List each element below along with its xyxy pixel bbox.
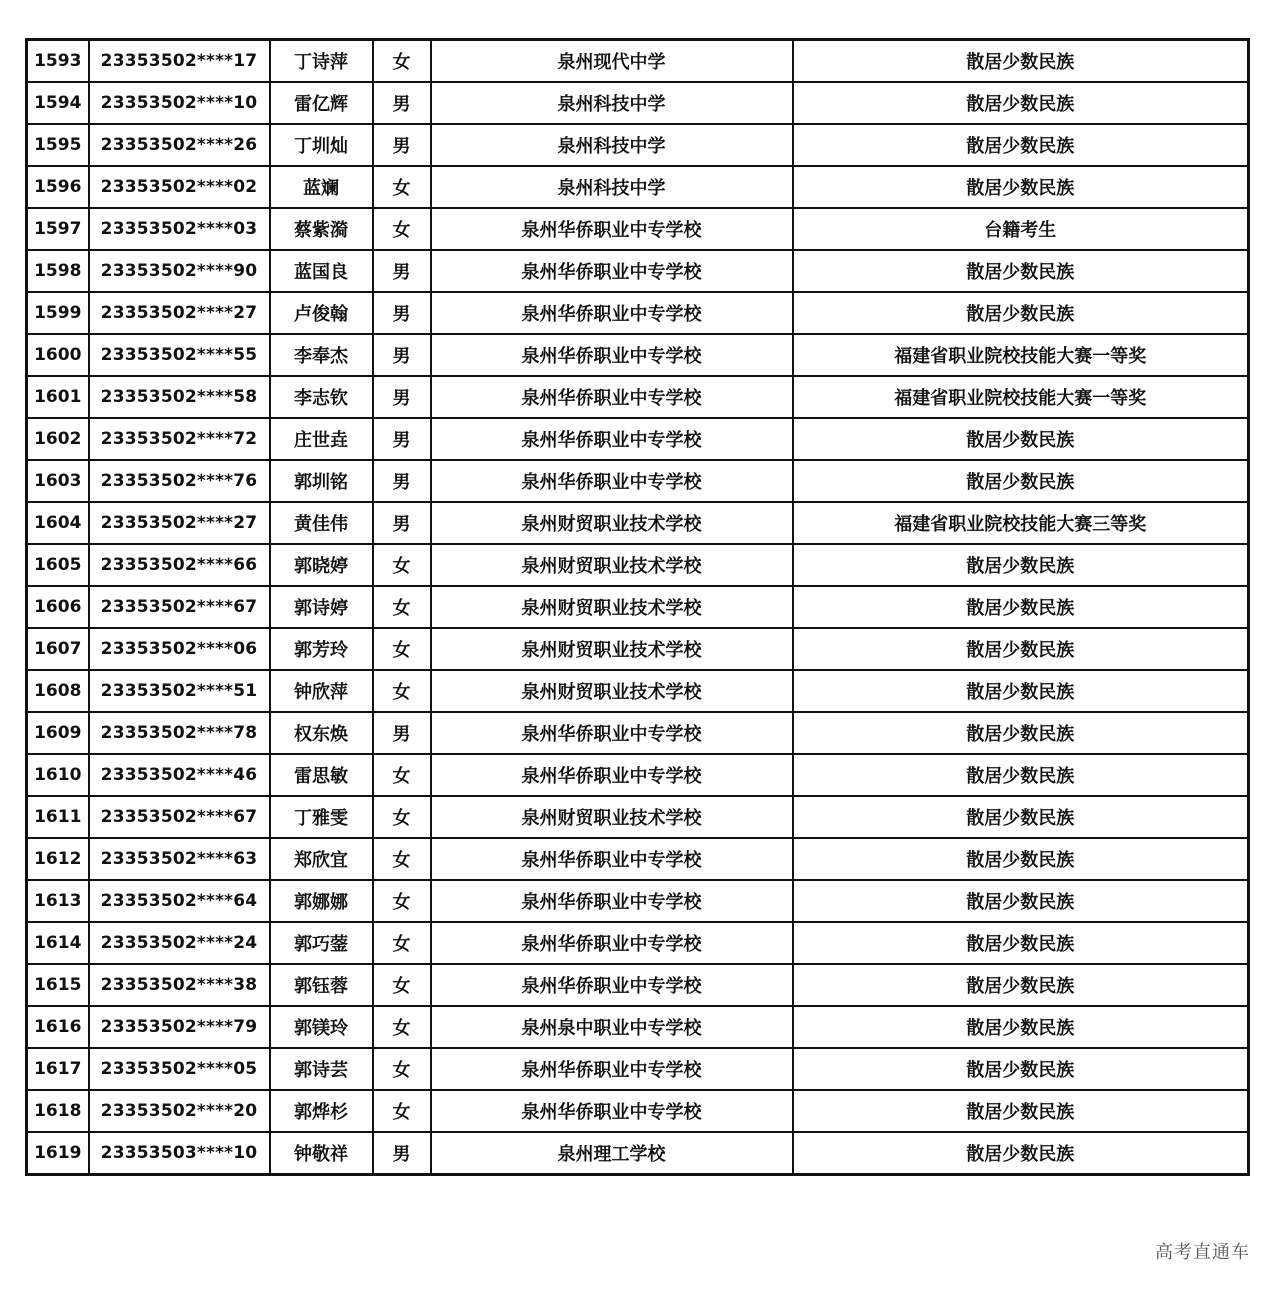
cell-category: 散居少数民族	[793, 670, 1249, 712]
cell-gender: 女	[373, 838, 431, 880]
cell-school: 泉州华侨职业中专学校	[431, 418, 793, 460]
cell-student-name: 郑欣宜	[270, 838, 373, 880]
cell-school: 泉州华侨职业中专学校	[431, 712, 793, 754]
cell-gender: 男	[373, 1132, 431, 1175]
cell-student-name: 郭晓婷	[270, 544, 373, 586]
cell-gender: 男	[373, 334, 431, 376]
table-row	[27, 82, 1249, 124]
cell-serial-number: 1608	[27, 670, 89, 712]
cell-school: 泉州华侨职业中专学校	[431, 376, 793, 418]
cell-gender: 男	[373, 292, 431, 334]
cell-school: 泉州科技中学	[431, 82, 793, 124]
cell-student-name: 丁雅雯	[270, 796, 373, 838]
watermark-text: 高考直通车	[1155, 1242, 1250, 1263]
cell-student-name: 黄佳伟	[270, 502, 373, 544]
table-row	[27, 1048, 1249, 1090]
cell-gender: 女	[373, 544, 431, 586]
cell-exam-id: 23353502****67	[89, 796, 270, 838]
table-row	[27, 544, 1249, 586]
cell-exam-id: 23353502****67	[89, 586, 270, 628]
cell-category: 福建省职业院校技能大赛一等奖	[793, 334, 1249, 376]
cell-gender: 女	[373, 1090, 431, 1132]
cell-serial-number: 1604	[27, 502, 89, 544]
cell-category: 散居少数民族	[793, 1090, 1249, 1132]
cell-student-name: 钟敬祥	[270, 1132, 373, 1175]
cell-school: 泉州华侨职业中专学校	[431, 292, 793, 334]
cell-student-name: 丁诗萍	[270, 40, 373, 83]
cell-school: 泉州财贸职业技术学校	[431, 586, 793, 628]
cell-serial-number: 1596	[27, 166, 89, 208]
cell-category: 散居少数民族	[793, 40, 1249, 83]
cell-category: 散居少数民族	[793, 880, 1249, 922]
cell-serial-number: 1615	[27, 964, 89, 1006]
cell-serial-number: 1595	[27, 124, 89, 166]
cell-student-name: 李奉杰	[270, 334, 373, 376]
cell-student-name: 郭诗芸	[270, 1048, 373, 1090]
cell-school: 泉州华侨职业中专学校	[431, 250, 793, 292]
table-row	[27, 460, 1249, 502]
table-row	[27, 964, 1249, 1006]
table-row	[27, 586, 1249, 628]
table-row	[27, 1006, 1249, 1048]
table-row	[27, 838, 1249, 880]
cell-category: 散居少数民族	[793, 754, 1249, 796]
cell-exam-id: 23353502****79	[89, 1006, 270, 1048]
table-row	[27, 880, 1249, 922]
cell-gender: 女	[373, 40, 431, 83]
cell-serial-number: 1612	[27, 838, 89, 880]
cell-student-name: 郭镁玲	[270, 1006, 373, 1048]
cell-school: 泉州泉中职业中专学校	[431, 1006, 793, 1048]
cell-school: 泉州华侨职业中专学校	[431, 460, 793, 502]
cell-category: 散居少数民族	[793, 166, 1249, 208]
cell-gender: 男	[373, 418, 431, 460]
cell-category: 散居少数民族	[793, 964, 1249, 1006]
cell-school: 泉州科技中学	[431, 166, 793, 208]
cell-student-name: 郭钰蓉	[270, 964, 373, 1006]
cell-category: 散居少数民族	[793, 82, 1249, 124]
roster-table-body	[27, 40, 1249, 1175]
table-row	[27, 502, 1249, 544]
cell-student-name: 权东焕	[270, 712, 373, 754]
cell-exam-id: 23353502****58	[89, 376, 270, 418]
cell-category: 散居少数民族	[793, 628, 1249, 670]
cell-student-name: 卢俊翰	[270, 292, 373, 334]
cell-gender: 女	[373, 964, 431, 1006]
cell-student-name: 郭芳玲	[270, 628, 373, 670]
cell-exam-id: 23353502****64	[89, 880, 270, 922]
cell-school: 泉州华侨职业中专学校	[431, 208, 793, 250]
cell-gender: 女	[373, 754, 431, 796]
cell-school: 泉州财贸职业技术学校	[431, 670, 793, 712]
table-row	[27, 628, 1249, 670]
cell-category: 散居少数民族	[793, 418, 1249, 460]
cell-student-name: 庄世垚	[270, 418, 373, 460]
cell-gender: 女	[373, 628, 431, 670]
table-row	[27, 796, 1249, 838]
cell-exam-id: 23353502****02	[89, 166, 270, 208]
cell-category: 散居少数民族	[793, 712, 1249, 754]
cell-gender: 男	[373, 376, 431, 418]
cell-serial-number: 1614	[27, 922, 89, 964]
cell-school: 泉州现代中学	[431, 40, 793, 83]
cell-serial-number: 1602	[27, 418, 89, 460]
table-row	[27, 418, 1249, 460]
table-row	[27, 922, 1249, 964]
cell-serial-number: 1601	[27, 376, 89, 418]
cell-category: 福建省职业院校技能大赛一等奖	[793, 376, 1249, 418]
cell-exam-id: 23353502****63	[89, 838, 270, 880]
cell-school: 泉州科技中学	[431, 124, 793, 166]
cell-category: 散居少数民族	[793, 250, 1249, 292]
cell-gender: 女	[373, 796, 431, 838]
cell-exam-id: 23353502****26	[89, 124, 270, 166]
cell-exam-id: 23353502****10	[89, 82, 270, 124]
cell-gender: 女	[373, 166, 431, 208]
table-row	[27, 166, 1249, 208]
cell-gender: 男	[373, 82, 431, 124]
cell-student-name: 蔡紫漪	[270, 208, 373, 250]
cell-exam-id: 23353502****06	[89, 628, 270, 670]
table-row	[27, 670, 1249, 712]
cell-student-name: 雷亿辉	[270, 82, 373, 124]
cell-gender: 女	[373, 922, 431, 964]
cell-student-name: 钟欣萍	[270, 670, 373, 712]
cell-serial-number: 1597	[27, 208, 89, 250]
table-row	[27, 40, 1249, 83]
cell-school: 泉州财贸职业技术学校	[431, 796, 793, 838]
table-row	[27, 754, 1249, 796]
table-row	[27, 1132, 1249, 1175]
cell-gender: 女	[373, 586, 431, 628]
cell-student-name: 郭烨杉	[270, 1090, 373, 1132]
table-row	[27, 250, 1249, 292]
cell-category: 散居少数民族	[793, 292, 1249, 334]
cell-gender: 男	[373, 124, 431, 166]
cell-gender: 女	[373, 208, 431, 250]
cell-exam-id: 23353502****51	[89, 670, 270, 712]
cell-serial-number: 1616	[27, 1006, 89, 1048]
cell-gender: 男	[373, 502, 431, 544]
cell-exam-id: 23353502****20	[89, 1090, 270, 1132]
cell-exam-id: 23353503****10	[89, 1132, 270, 1175]
cell-serial-number: 1618	[27, 1090, 89, 1132]
table-row	[27, 376, 1249, 418]
cell-category: 福建省职业院校技能大赛三等奖	[793, 502, 1249, 544]
cell-exam-id: 23353502****46	[89, 754, 270, 796]
cell-exam-id: 23353502****76	[89, 460, 270, 502]
cell-student-name: 郭娜娜	[270, 880, 373, 922]
cell-gender: 女	[373, 880, 431, 922]
cell-category: 散居少数民族	[793, 1006, 1249, 1048]
cell-school: 泉州华侨职业中专学校	[431, 1048, 793, 1090]
cell-category: 散居少数民族	[793, 1048, 1249, 1090]
cell-exam-id: 23353502****17	[89, 40, 270, 83]
roster-table	[25, 38, 1250, 1176]
cell-student-name: 郭圳铭	[270, 460, 373, 502]
cell-student-name: 李志钦	[270, 376, 373, 418]
cell-category: 散居少数民族	[793, 1132, 1249, 1175]
cell-gender: 女	[373, 670, 431, 712]
table-row	[27, 1090, 1249, 1132]
cell-exam-id: 23353502****78	[89, 712, 270, 754]
cell-school: 泉州华侨职业中专学校	[431, 334, 793, 376]
cell-exam-id: 23353502****66	[89, 544, 270, 586]
cell-exam-id: 23353502****90	[89, 250, 270, 292]
cell-exam-id: 23353502****24	[89, 922, 270, 964]
cell-category: 散居少数民族	[793, 838, 1249, 880]
cell-exam-id: 23353502****72	[89, 418, 270, 460]
table-row	[27, 334, 1249, 376]
cell-gender: 女	[373, 1048, 431, 1090]
cell-exam-id: 23353502****55	[89, 334, 270, 376]
cell-exam-id: 23353502****27	[89, 502, 270, 544]
cell-school: 泉州财贸职业技术学校	[431, 628, 793, 670]
cell-school: 泉州华侨职业中专学校	[431, 922, 793, 964]
table-row	[27, 124, 1249, 166]
cell-student-name: 丁圳灿	[270, 124, 373, 166]
cell-serial-number: 1605	[27, 544, 89, 586]
cell-exam-id: 23353502****38	[89, 964, 270, 1006]
cell-school: 泉州财贸职业技术学校	[431, 544, 793, 586]
cell-serial-number: 1619	[27, 1132, 89, 1175]
cell-school: 泉州华侨职业中专学校	[431, 838, 793, 880]
cell-serial-number: 1617	[27, 1048, 89, 1090]
cell-category: 散居少数民族	[793, 124, 1249, 166]
cell-serial-number: 1600	[27, 334, 89, 376]
cell-exam-id: 23353502****03	[89, 208, 270, 250]
cell-gender: 男	[373, 250, 431, 292]
cell-student-name: 郭诗婷	[270, 586, 373, 628]
cell-student-name: 蓝国良	[270, 250, 373, 292]
cell-school: 泉州华侨职业中专学校	[431, 754, 793, 796]
cell-school: 泉州财贸职业技术学校	[431, 502, 793, 544]
table-row	[27, 712, 1249, 754]
cell-serial-number: 1613	[27, 880, 89, 922]
cell-serial-number: 1598	[27, 250, 89, 292]
cell-school: 泉州华侨职业中专学校	[431, 880, 793, 922]
roster-table-container	[25, 38, 1247, 1176]
table-row	[27, 208, 1249, 250]
cell-serial-number: 1593	[27, 40, 89, 83]
cell-student-name: 蓝斓	[270, 166, 373, 208]
cell-category: 散居少数民族	[793, 586, 1249, 628]
cell-school: 泉州华侨职业中专学校	[431, 1090, 793, 1132]
cell-school: 泉州理工学校	[431, 1132, 793, 1175]
cell-category: 散居少数民族	[793, 544, 1249, 586]
cell-serial-number: 1594	[27, 82, 89, 124]
cell-gender: 女	[373, 1006, 431, 1048]
cell-category: 散居少数民族	[793, 796, 1249, 838]
cell-serial-number: 1607	[27, 628, 89, 670]
cell-serial-number: 1603	[27, 460, 89, 502]
cell-student-name: 郭巧蓥	[270, 922, 373, 964]
cell-gender: 男	[373, 460, 431, 502]
cell-category: 散居少数民族	[793, 922, 1249, 964]
table-row	[27, 292, 1249, 334]
cell-category: 散居少数民族	[793, 460, 1249, 502]
cell-serial-number: 1611	[27, 796, 89, 838]
cell-exam-id: 23353502****27	[89, 292, 270, 334]
cell-exam-id: 23353502****05	[89, 1048, 270, 1090]
cell-serial-number: 1606	[27, 586, 89, 628]
cell-gender: 男	[373, 712, 431, 754]
cell-student-name: 雷思敏	[270, 754, 373, 796]
cell-serial-number: 1610	[27, 754, 89, 796]
cell-category: 台籍考生	[793, 208, 1249, 250]
cell-serial-number: 1599	[27, 292, 89, 334]
cell-serial-number: 1609	[27, 712, 89, 754]
cell-school: 泉州华侨职业中专学校	[431, 964, 793, 1006]
